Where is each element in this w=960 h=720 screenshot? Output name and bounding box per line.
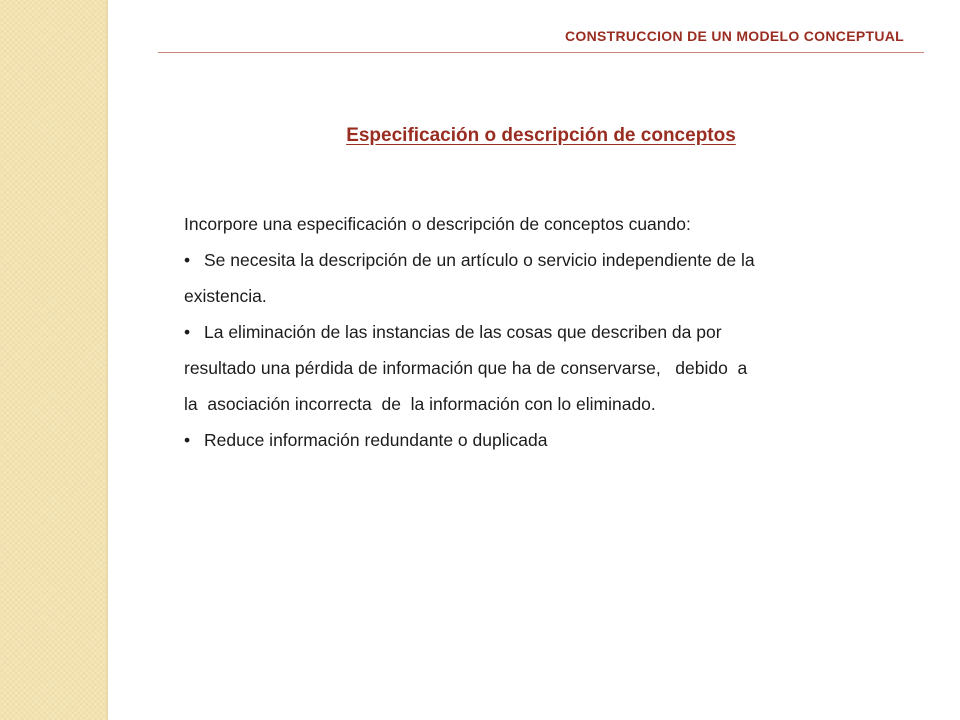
bullet-3-line-1 [184,422,914,458]
bullet-3-text: Reduce información redundante o duplicada [204,430,548,450]
bullet-1-text: Se necesita la descripción de un artículo o servicio independiente de la [204,250,755,270]
slide-body [184,206,914,458]
side-band-edge [106,0,108,720]
intro-line: Incorpore una especificación o descripción de conceptos cuando: [184,214,691,234]
header-title: CONSTRUCCION DE UN MODELO CONCEPTUAL [564,28,904,44]
slide-subtitle: Especificación o descripción de conceptos [346,125,736,146]
decorative-side-band [0,0,106,720]
bullet-dot: • [184,322,191,342]
header-divider [158,52,924,53]
bullet-2-text: La eliminación de las instancias de las cosas que describen da por [204,322,722,342]
bullet-dot: • [184,250,191,270]
bullet-2-line-1 [184,314,914,350]
bullet-dot: • [184,430,191,450]
bullet-1-line-2: existencia. [184,286,267,306]
bullet-1-line-1 [184,242,914,278]
bullet-2-line-2: resultado una pérdida de información que ha de conservarse, debido a [184,358,748,378]
bullet-2-line-3: la asociación incorrecta de la información con lo eliminado. [184,394,656,414]
